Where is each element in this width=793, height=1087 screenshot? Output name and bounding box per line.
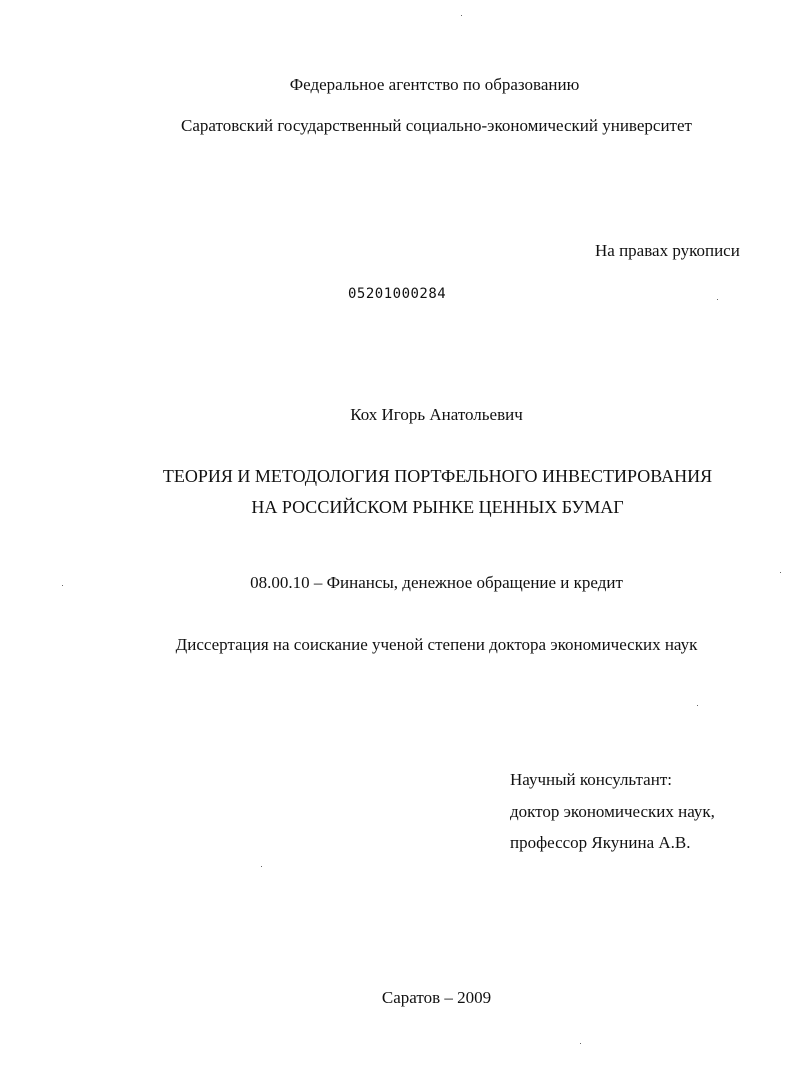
scan-speck xyxy=(717,299,718,300)
scan-speck xyxy=(261,866,262,867)
scan-speck xyxy=(780,572,781,573)
title-line-2: НА РОССИЙСКОМ РЫНКЕ ЦЕННЫХ БУМАГ xyxy=(251,497,624,517)
author-name: Кох Игорь Анатольевич xyxy=(350,405,523,424)
scan-speck xyxy=(461,15,462,16)
degree-statement: Диссертация на соискание ученой степени доктора экономических наук xyxy=(175,635,698,654)
university-name: Саратовский государственный социально-экономический университет xyxy=(181,116,692,135)
city-year: Саратов – 2009 xyxy=(381,988,492,1007)
agency-name: Федеральное агентство по образованию xyxy=(289,75,580,94)
advisor-label: Научный консультант: xyxy=(510,770,672,789)
scan-speck xyxy=(580,1043,581,1044)
advisor-name: профессор Якунина А.В. xyxy=(510,833,691,852)
document-number: 05201000284 xyxy=(348,286,447,302)
scan-speck xyxy=(62,585,63,586)
title-line-1: ТЕОРИЯ И МЕТОДОЛОГИЯ ПОРТФЕЛЬНОГО ИНВЕСТИРОВАНИЯ xyxy=(162,466,713,486)
scan-speck xyxy=(697,705,698,706)
advisor-degree: доктор экономических наук, xyxy=(510,802,715,821)
specialty: 08.00.10 – Финансы, денежное обращение и кредит xyxy=(250,573,623,592)
rights-note: На правах рукописи xyxy=(595,241,740,260)
